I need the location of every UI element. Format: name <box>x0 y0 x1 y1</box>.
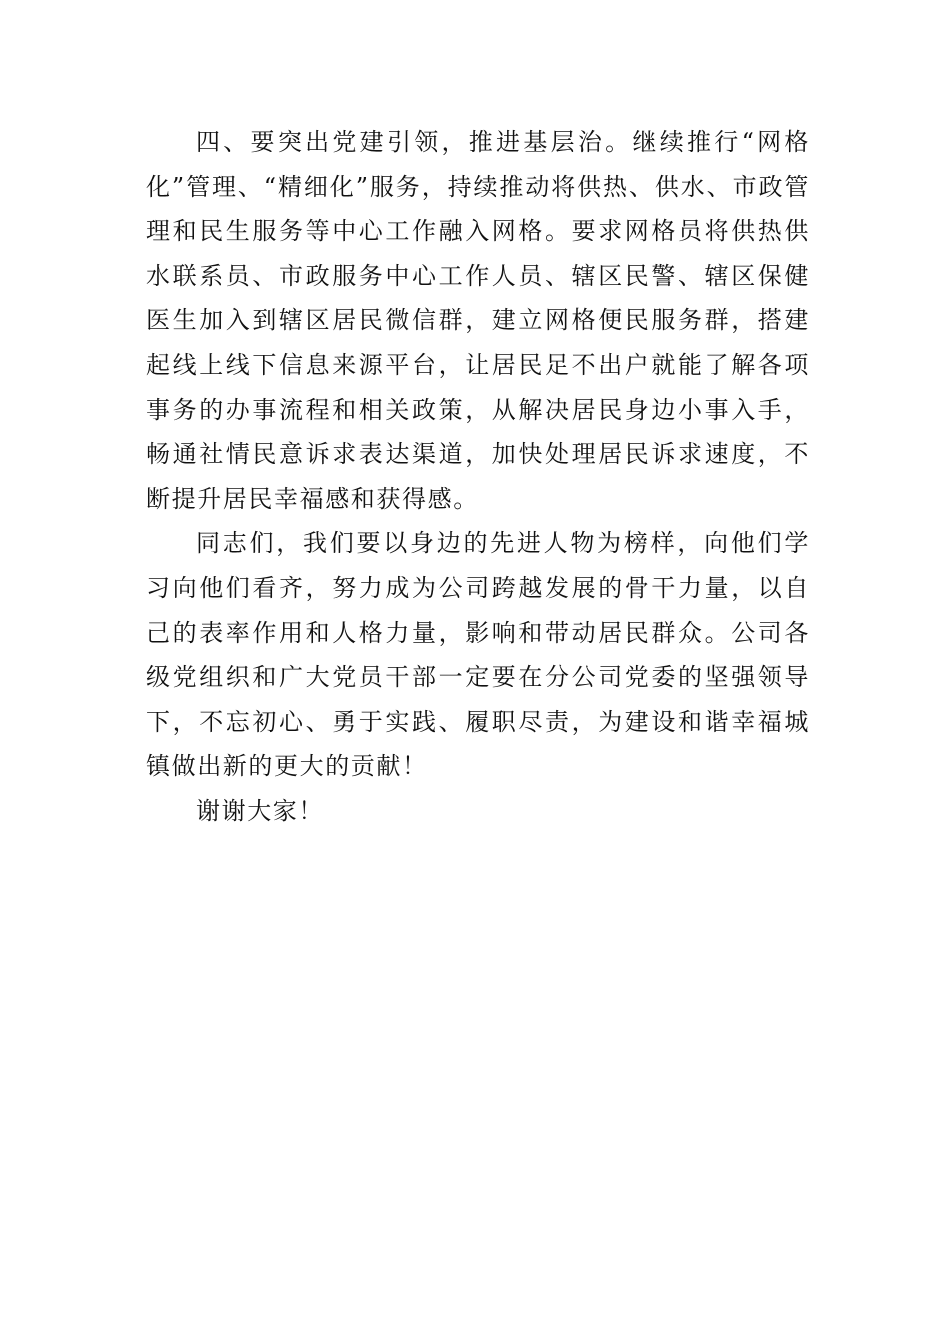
document-body <box>146 120 810 834</box>
paragraph-comrades-appeal: 同志们，我们要以身边的先进人物为榜样，向他们学习向他们看齐，努力成为公司跨越发展的骨干力量，以自己的表率作用和人格力量，影响和带动居民群众。公司各级党组织和广大党员干部一定要在分公司党委的坚强领导下，不忘初心、勇于实践、履职尽责，为建设和谐幸福城镇做出新的更大的贡献！ <box>146 529 810 781</box>
paragraph-grassroots-governance: 四、要突出党建引领，推进基层治。继续推行“网格化”管理、“精细化”服务，持续推动将供热、供水、市政管理和民生服务等中心工作融入网格。要求网格员将供热供水联系员、市政服务中心工作人员、辖区民警、辖区保健医生加入到辖区居民微信群，建立网格便民服务群，搭建起线上线下信息来源平台，让居民足不出户就能了解各项事务的办事流程和相关政策，从解决居民身边小事入手，畅通社情民意诉求表达渠道，加快处理居民诉求速度，不断提升居民幸福感和获得感。 <box>146 128 810 513</box>
paragraph-thanks: 谢谢大家！ <box>196 796 324 825</box>
